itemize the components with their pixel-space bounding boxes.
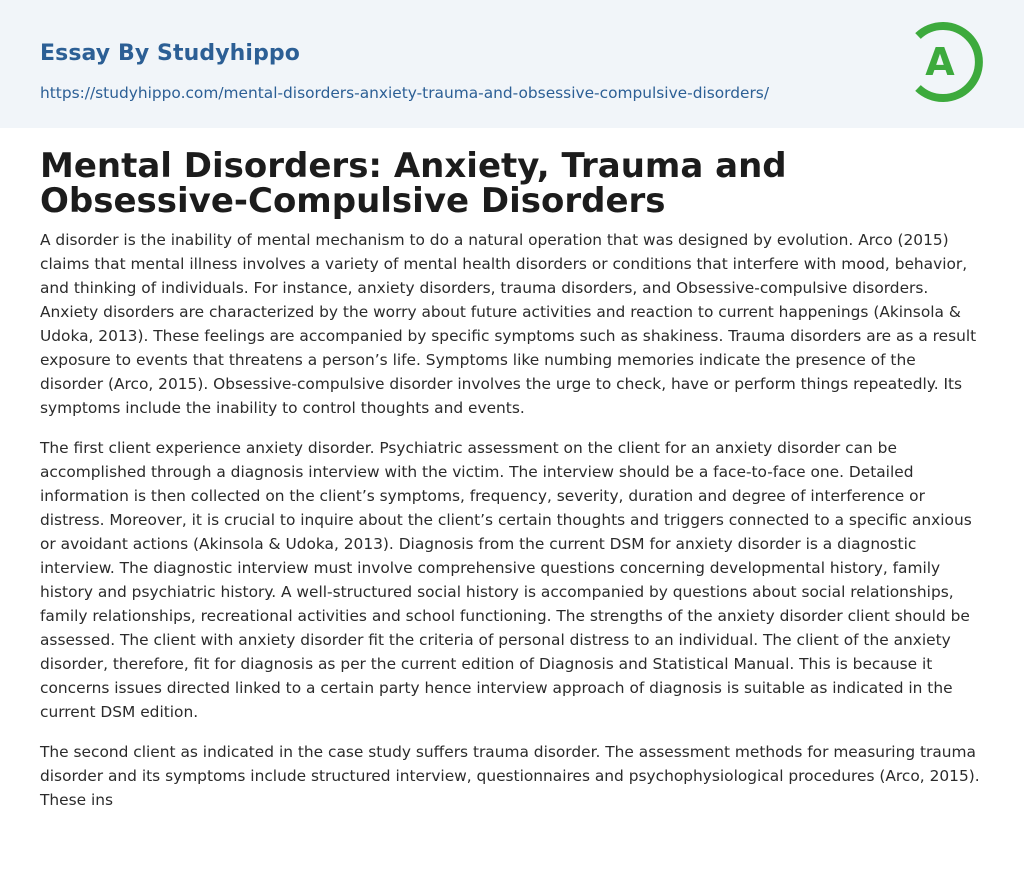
paragraph: The first client experience anxiety disorder. Psychiatric assessment on the client for an anxiety disorder can be accomplished through a diagnosis interview with the victim. The interview should be a face-to-face one. Detailed information is then collected on the client’s symptoms, frequency, severity, duration and degree of interference or distress. Moreover, it is crucial to inquire about the client’s certain thoughts and triggers connected to a specific anxious or avoidant actions (Akinsola & Udoka, 2013). Diagnosis from the current DSM for anxiety disorder is a diagnostic interview. The diagnostic interview must involve comprehensive questions concerning developmental history, family history and psychiatric history. A well-structured social history is accompanied by questions about social relationships, family relationships, recreational activities and school functioning. The strengths of the anxiety disorder client should be assessed. The client with anxiety disorder fit the criteria of personal distress to an individual. The client of the anxiety disorder, therefore, fit for diagnosis as per the current edition of Diagnosis and Statistical Manual. This is because it concerns issues directed linked to a certain party hence interview approach of diagnosis is suitable as indicated in the current DSM edition. — [40, 439, 972, 721]
page-title: Mental Disorders: Anxiety, Trauma and Obsessive-Compulsive Disorders — [40, 146, 787, 221]
paragraph: The second client as indicated in the case study suffers trauma disorder. The assessment methods for measuring trauma disorder and its symptoms include structured interview, questionnaires and psychophysiological procedures (Arco, 2015). These ins — [40, 743, 980, 809]
site-header — [0, 0, 1024, 128]
brand-title[interactable]: Essay By Studyhippo — [40, 41, 300, 66]
article-body — [40, 228, 982, 828]
source-url-link[interactable]: https://studyhippo.com/mental-disorders-anxiety-trauma-and-obsessive-compulsive-disorders/ — [40, 84, 770, 102]
paragraph: A disorder is the inability of mental mechanism to do a natural operation that was designed by evolution. Arco (2015) claims that mental illness involves a variety of mental health disorders or conditions that interfere with mood, behavior, and thinking of individuals. For instance, anxiety disorders, trauma disorders, and Obsessive-compulsive disorders. Anxiety disorders are characterized by the worry about future activities and reaction to current happenings (Akinsola & Udoka, 2013). These feelings are accompanied by specific symptoms such as shakiness. Trauma disorders are as a result exposure to events that threatens a person’s life. Symptoms like numbing memories indicate the presence of the disorder (Arco, 2015). Obsessive-compulsive disorder involves the urge to check, have or perform things repeatedly. Its symptoms include the inability to control thoughts and events. — [40, 231, 977, 417]
studyhippo-logo-icon[interactable] — [904, 18, 988, 106]
logo-letter: A — [925, 40, 955, 84]
